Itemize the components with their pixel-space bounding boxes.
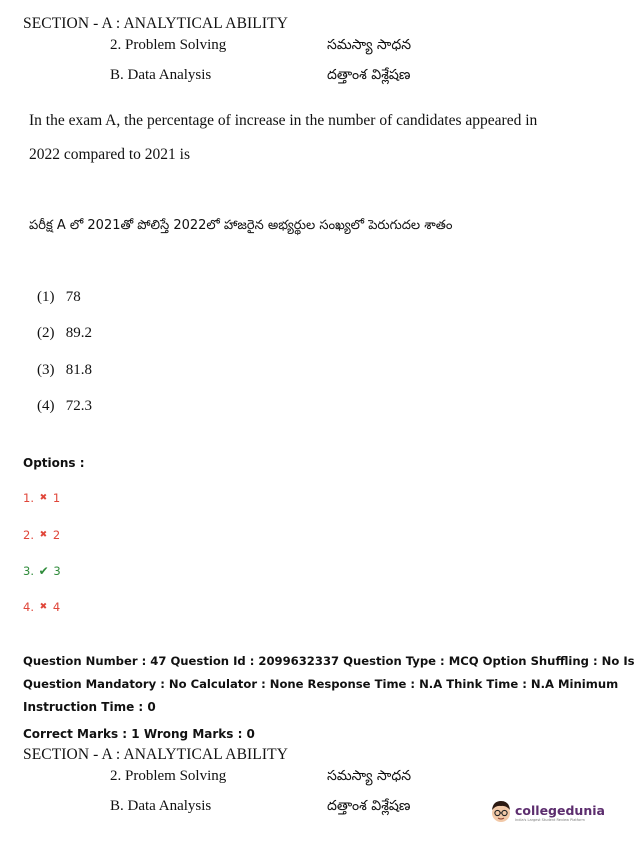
check-icon: ✔	[38, 564, 49, 578]
question-meta-line2: Question Mandatory : No Calculator : None Response Time : N.A Think Time : N.A Minimum	[23, 677, 619, 691]
question-text-line1: In the exam A, the percentage of increase in the number of candidates appeared in	[29, 112, 538, 129]
choice-value: 89.2	[65, 325, 92, 341]
choice-1	[37, 289, 81, 306]
choice-number: (4)	[37, 398, 55, 414]
topic-english: B. Data Analysis	[110, 67, 212, 83]
question-meta-line1: Question Number : 47 Question Id : 2099632337 Question Type : MCQ Option Shuffling : No Is	[23, 654, 635, 668]
subject-telugu: సమస్యా సాధన	[327, 37, 412, 53]
option-value: 1	[52, 491, 61, 505]
option-result-3	[23, 564, 61, 578]
cross-icon: ✖	[39, 493, 48, 503]
cross-icon: ✖	[39, 602, 48, 612]
topic-telugu: దత్తాంశ విశ్లేషణ	[327, 67, 411, 83]
option-value: 4	[52, 600, 61, 614]
option-result-2	[23, 528, 60, 542]
topic-english-repeat: B. Data Analysis	[110, 798, 212, 814]
topic-telugu-repeat: దత్తాంశ విశ్లేషణ	[327, 798, 411, 814]
marks-info: Correct Marks : 1 Wrong Marks : 0	[23, 727, 255, 741]
option-prefix: 1.	[23, 491, 34, 505]
choice-4	[37, 398, 92, 415]
choice-value: 78	[65, 289, 81, 305]
logo-name: collegedunia	[515, 802, 605, 818]
mascot-icon	[489, 799, 513, 825]
question-meta-line3: Instruction Time : 0	[23, 700, 156, 714]
subject-english-repeat: 2. Problem Solving	[110, 768, 227, 784]
question-text-line2: 2022 compared to 2021 is	[29, 146, 191, 163]
option-prefix: 3.	[23, 564, 34, 578]
option-prefix: 4.	[23, 600, 34, 614]
choice-3	[37, 362, 92, 379]
section-title-repeat: SECTION - A : ANALYTICAL ABILITY	[23, 746, 288, 763]
subject-english: 2. Problem Solving	[110, 37, 227, 53]
choice-number: (2)	[37, 325, 55, 341]
collegedunia-logo	[489, 799, 605, 825]
section-title: SECTION - A : ANALYTICAL ABILITY	[23, 15, 288, 32]
choice-number: (1)	[37, 289, 55, 305]
option-value: 3	[53, 564, 61, 578]
cross-icon: ✖	[39, 530, 48, 540]
logo-tagline: India's Largest Student Review Platform	[515, 817, 585, 822]
subject-telugu-repeat: సమస్యా సాధన	[327, 768, 412, 784]
option-result-1	[23, 491, 60, 505]
option-result-4	[23, 600, 60, 614]
choice-value: 81.8	[65, 362, 92, 378]
choice-value: 72.3	[65, 398, 92, 414]
choice-number: (3)	[37, 362, 55, 378]
option-value: 2	[52, 528, 61, 542]
question-text-telugu: పరీక్ష A లో 2021తో పోలిస్తే 2022లో హాజరైన అభ్యర్థుల సంఖ్యలో పెరుగుదల శాతం	[29, 218, 453, 233]
choice-2	[37, 325, 92, 342]
option-prefix: 2.	[23, 528, 34, 542]
options-label: Options :	[23, 456, 85, 470]
